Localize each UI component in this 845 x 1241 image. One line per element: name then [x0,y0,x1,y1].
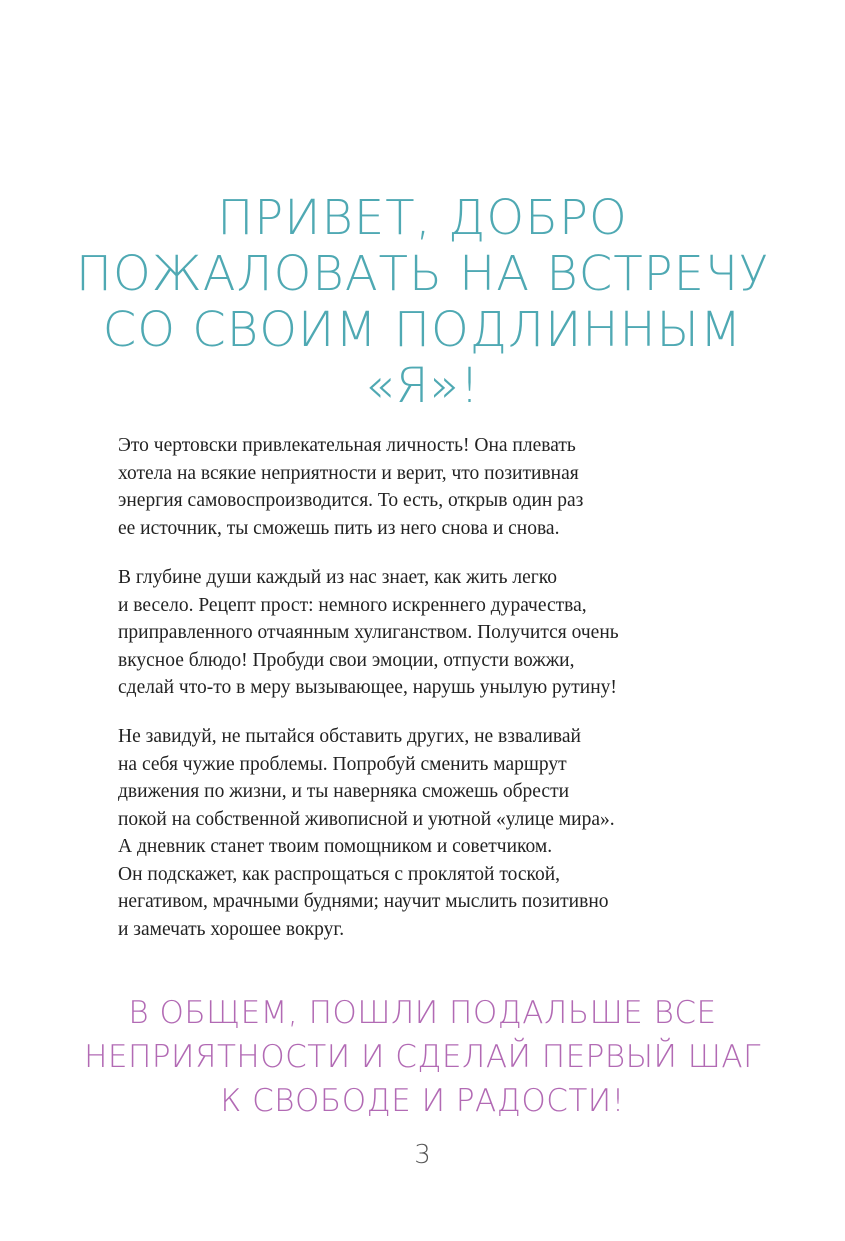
title-line: ПОЖАЛОВАТЬ НА ВСТРЕЧУ [75,246,770,302]
text-line: на себя чужие проблемы. Попробуй сменить маршрут [118,753,567,775]
title-line: ПРИВЕТ, ДОБРО [217,190,628,246]
text-line: Не завидуй, не пытайся обставить других, не взваливай [118,726,581,747]
title-line: СО СВОИМ ПОДЛИННЫМ [102,302,743,358]
text-line: вкусное блюдо! Пробуди свои эмоции, отпусти вожжи, [118,649,575,671]
closing-line: НЕПРИЯТНОСТИ И СДЕЛАЙ ПЕРВЫЙ ШАГ [84,1039,761,1075]
text-line: покой на собственной живописной и уютной «улице мира». [118,808,615,830]
text-line: А дневник станет твоим помощником и советчиком. [118,836,553,857]
text-line: негативом, мрачными буднями; научит мыслить позитивно [118,891,609,912]
closing-callout [0,991,845,1123]
closing-line: К СВОБОДЕ И РАДОСТИ! [220,1083,625,1119]
text-line: ее источник, ты сможешь пить из него снова и снова. [118,517,560,539]
text-line: Он подскажет, как распрощаться с проклятой тоской, [118,863,561,885]
text-line: приправленного отчаянным хулиганством. Получится очень [118,622,619,643]
page-title [0,190,845,414]
paragraph-recipe [118,564,718,702]
text-line: и замечать хорошее вокруг. [118,918,345,940]
paragraph-advice [118,723,718,943]
text-line: Это чертовски привлекательная личность! Она плевать [118,435,576,456]
closing-line: В ОБЩЕМ, ПОШЛИ ПОДАЛЬШЕ ВСЕ [128,995,717,1031]
page-number: 3 [414,1140,431,1170]
text-line: В глубине души каждый из нас знает, как жить легко [118,567,557,588]
text-line: и весело. Рецепт прост: немного искреннего дурачества, [118,594,587,616]
title-line: «Я»! [364,358,481,414]
text-line: сделай что-то в меру вызывающее, нарушь унылую рутину! [118,677,617,698]
text-line: энергия самовоспроизводится. То есть, открыв один раз [118,490,584,511]
paragraph-intro [118,432,718,542]
text-line: хотела на всякие неприятности и верит, что позитивная [118,462,579,484]
text-line: движения по жизни, и ты наверняка сможешь обрести [118,781,570,802]
